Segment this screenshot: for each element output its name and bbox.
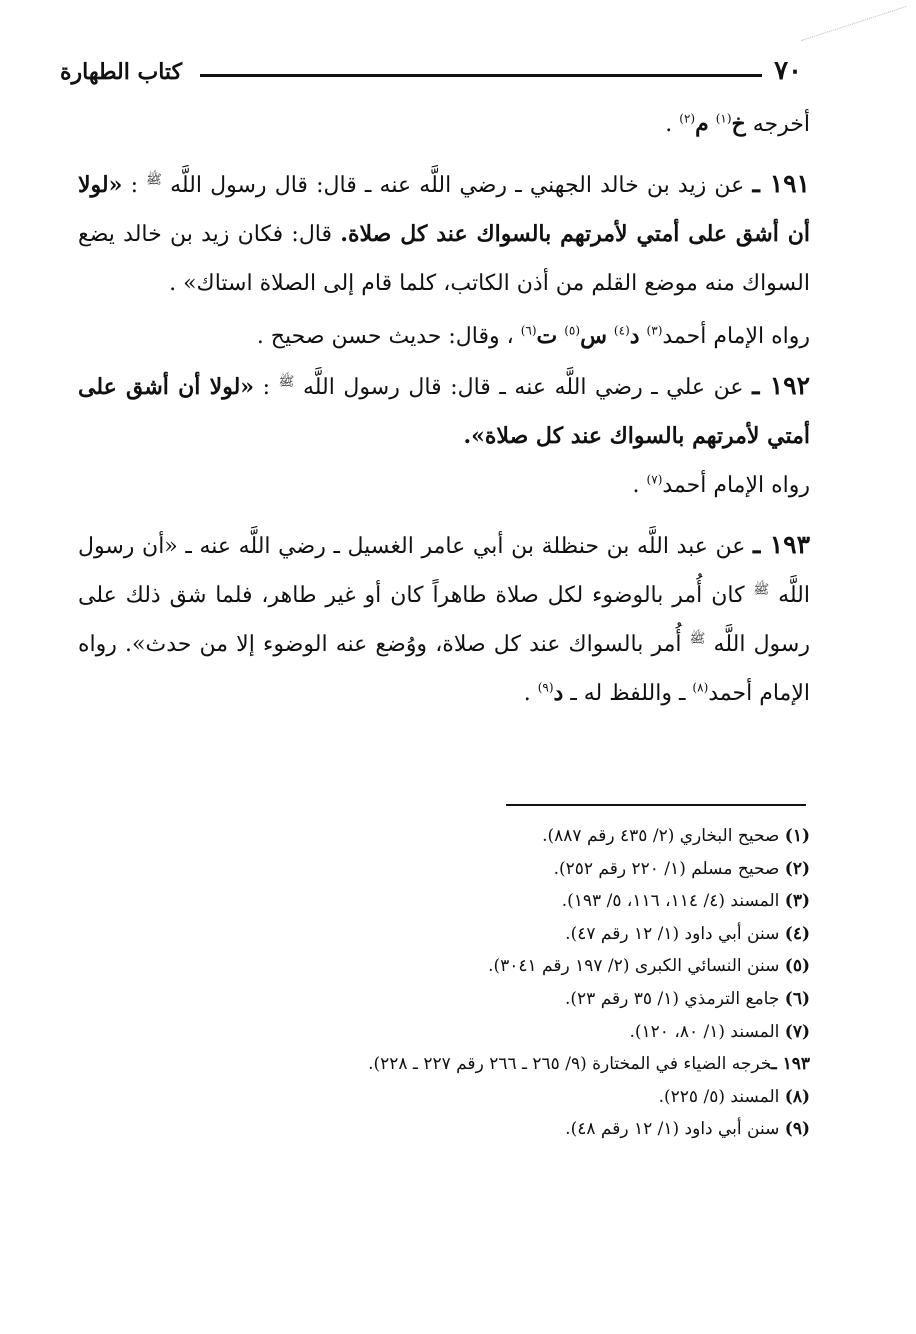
hadith-191-riwaya	[78, 312, 810, 361]
footnote-number: (٢)	[784, 858, 810, 879]
hadith-193-text-c: أُمر بالسواك عند كل صلاة، ووُضع عنه الوضوء إلا من حدث». رواه الإمام أحمد	[78, 632, 810, 706]
intro-text: أخرجه	[752, 112, 810, 137]
footnote-number: (٥)	[784, 956, 810, 977]
hadith-192-quote: «لولا أن أشق على أمتي لأمرتهم بالسواك عند كل صلاة».	[78, 374, 810, 449]
footnote-number: (١)	[784, 826, 810, 846]
footnote-text: صحيح مسلم (١/ ٢٢٠ رقم ٢٥٢).	[553, 858, 780, 879]
footnote-ref-2[interactable]: (٢)	[679, 111, 696, 126]
main-text	[78, 100, 810, 718]
hadith-193-text-b: كان أُمر بالوضوء لكل صلاة طاهراً كان أو غير طاهر، فلما شق ذلك على رسول اللَّه	[78, 583, 810, 657]
salawat-glyph: ﷺ	[146, 172, 162, 188]
footnote-separator	[506, 804, 806, 806]
footnote-item	[110, 1048, 810, 1081]
footnote-text: سنن النسائي الكبرى (٢/ ١٩٧ رقم ٣٠٤١).	[488, 956, 780, 977]
hadith-191-text-c: قال: فكان زيد بن خالد يضع السواك منه موضع القلم من أذن الكاتب، كلما قام إلى الصلاة استاك» .	[78, 222, 810, 296]
footnote-text: المسند (٤/ ١١٤، ١١٦، ٥/ ١٩٣).	[561, 891, 780, 912]
footnote-number: (٧)	[784, 1021, 810, 1042]
hadith-193-text-a: عن عبد اللَّه بن حنظلة بن أبي عامر الغسيل ـ رضي اللَّه عنه ـ «أن رسول اللَّه	[78, 534, 810, 608]
salawat-glyph: ﷺ	[278, 374, 295, 390]
footnote-text: سنن أبي داود (١/ ١٢ رقم ٤٧).	[565, 923, 780, 944]
footnote-ref-6[interactable]: (٦)	[520, 323, 537, 338]
hadith-191	[78, 159, 810, 308]
header-rule	[200, 74, 762, 77]
footnote-number: (٦)	[784, 988, 810, 1009]
intro-end: .	[665, 112, 680, 137]
riwaya-192-text: رواه الإمام أحمد	[662, 473, 810, 498]
footnote-text: المسند (١/ ٨٠، ١٢٠).	[629, 1021, 780, 1042]
hadith-193-end: .	[523, 681, 538, 706]
siglum-kha: خ	[731, 111, 746, 137]
hadith-191-quote: «لولا أن أشق على أمتي لأمرتهم بالسواك عند كل صلاة.	[78, 172, 810, 247]
hadith-192-text-b: :	[262, 375, 271, 400]
riwaya-text-a: رواه الإمام أحمد	[662, 324, 810, 349]
footnote-ref-5[interactable]: (٥)	[564, 323, 581, 338]
footnote-number: (٩)	[784, 1119, 810, 1140]
footnote-text: المسند (٥/ ٢٢٥).	[658, 1086, 780, 1107]
salawat-glyph: ﷺ	[753, 582, 770, 598]
footnote-number: ١٩٣ ـ	[771, 1054, 810, 1075]
hadith-192-riwaya	[78, 461, 810, 510]
scan-artifact	[801, 6, 916, 79]
footnote-number: (٣)	[784, 891, 810, 912]
footnote-ref-1[interactable]: (١)	[715, 111, 732, 126]
siglum-dal: د	[553, 680, 564, 706]
hadith-number-191: ١٩١ ـ	[752, 169, 810, 198]
footnote-item	[110, 1113, 810, 1146]
footnote-text: سنن أبي داود (١/ ١٢ رقم ٤٨).	[565, 1119, 780, 1140]
footnote-number: (٤)	[784, 923, 810, 944]
footnote-item	[110, 950, 810, 983]
footnote-ref-7[interactable]: (٧)	[646, 472, 663, 487]
footnote-text: جامع الترمذي (١/ ٣٥ رقم ٢٣).	[565, 988, 780, 1009]
page-number: ٧٠	[774, 56, 802, 86]
hadith-192	[78, 361, 810, 461]
salawat-glyph: ﷺ	[689, 631, 706, 647]
hadith-193	[78, 520, 810, 718]
siglum-ta: ت	[536, 323, 558, 349]
hadith-number-193: ١٩٣ ـ	[753, 530, 811, 559]
footnote-item	[110, 1081, 810, 1114]
footnote-item	[110, 983, 810, 1016]
footnote-ref-4[interactable]: (٤)	[613, 323, 630, 338]
footnote-ref-3[interactable]: (٣)	[646, 323, 663, 338]
hadith-192-text-a: عن علي ـ رضي اللَّه عنه ـ قال: قال رسول اللَّه	[302, 375, 744, 400]
footnote-item	[110, 918, 810, 951]
book-title: كتاب الطهارة	[60, 59, 183, 85]
hadith-193-text-d: ـ واللفظ له ـ	[570, 681, 686, 706]
footnote-item	[110, 853, 810, 886]
riwaya-text-b: ، وقال: حديث حسن صحيح .	[256, 324, 514, 349]
footnote-ref-8[interactable]: (٨)	[692, 680, 709, 695]
footnote-item	[110, 885, 810, 918]
siglum-dal: د	[629, 323, 640, 349]
footnote-number: (٨)	[784, 1086, 810, 1107]
footnote-text: خرجه الضياء في المختارة (٩/ ٢٦٥ ـ ٢٦٦ رقم ٢٢٧ ـ ٢٢٨).	[368, 1054, 772, 1075]
intro-line	[78, 100, 810, 149]
footnote-ref-9[interactable]: (٩)	[537, 680, 554, 695]
siglum-sin: س	[580, 323, 607, 349]
hadith-191-text-a: عن زيد بن خالد الجهني ـ رضي اللَّه عنه ـ قال: قال رسول اللَّه	[170, 173, 745, 198]
footnote-item	[110, 1016, 810, 1049]
hadith-number-192: ١٩٢ ـ	[752, 371, 811, 400]
page-header	[60, 54, 802, 94]
hadith-191-text-b: :	[130, 173, 138, 198]
footnote-text: صحيح البخاري (٢/ ٤٣٥ رقم ٨٨٧).	[542, 826, 780, 846]
footnote-item	[110, 820, 810, 853]
siglum-mim: م	[695, 111, 709, 137]
riwaya-192-end: .	[632, 473, 647, 498]
footnotes	[110, 820, 810, 1146]
